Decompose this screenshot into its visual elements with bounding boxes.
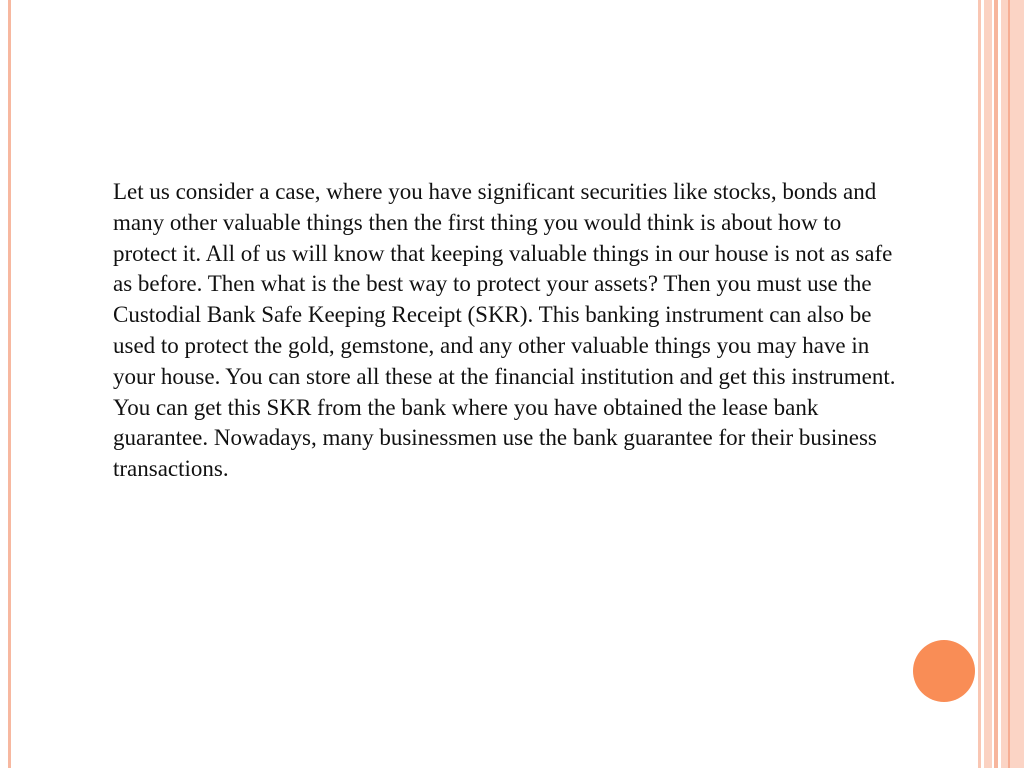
slide-body-text (113, 177, 903, 485)
right-border-stripe (1008, 0, 1010, 768)
paragraph: Let us consider a case, where you have significant securities like stocks, bonds and many other valuable things then the first thing you would think is about how to protect it. All of us will know that keeping valuable things in our house is not as safe as before. Then what is the best way to protect your assets? Then you must use the Custodial Bank Safe Keeping Receipt (SKR). This banking instrument can also be used to protect the gold, gemstone, and any other valuable things you may have in your house. You can store all these at the financial institution and get this instrument. (113, 179, 896, 389)
decorative-circle (913, 640, 975, 702)
left-border-line (8, 0, 11, 768)
left-border (0, 0, 14, 768)
right-border-stripe (994, 0, 998, 768)
right-border-stripe (984, 0, 992, 768)
paragraph: You can get this SKR from the bank where you have obtained the lease bank guarantee. Nowadays, many businessmen use the bank guarantee for their business transactions. (113, 394, 877, 482)
right-border-stripe (978, 0, 981, 768)
right-border-stripe (1001, 0, 1024, 768)
